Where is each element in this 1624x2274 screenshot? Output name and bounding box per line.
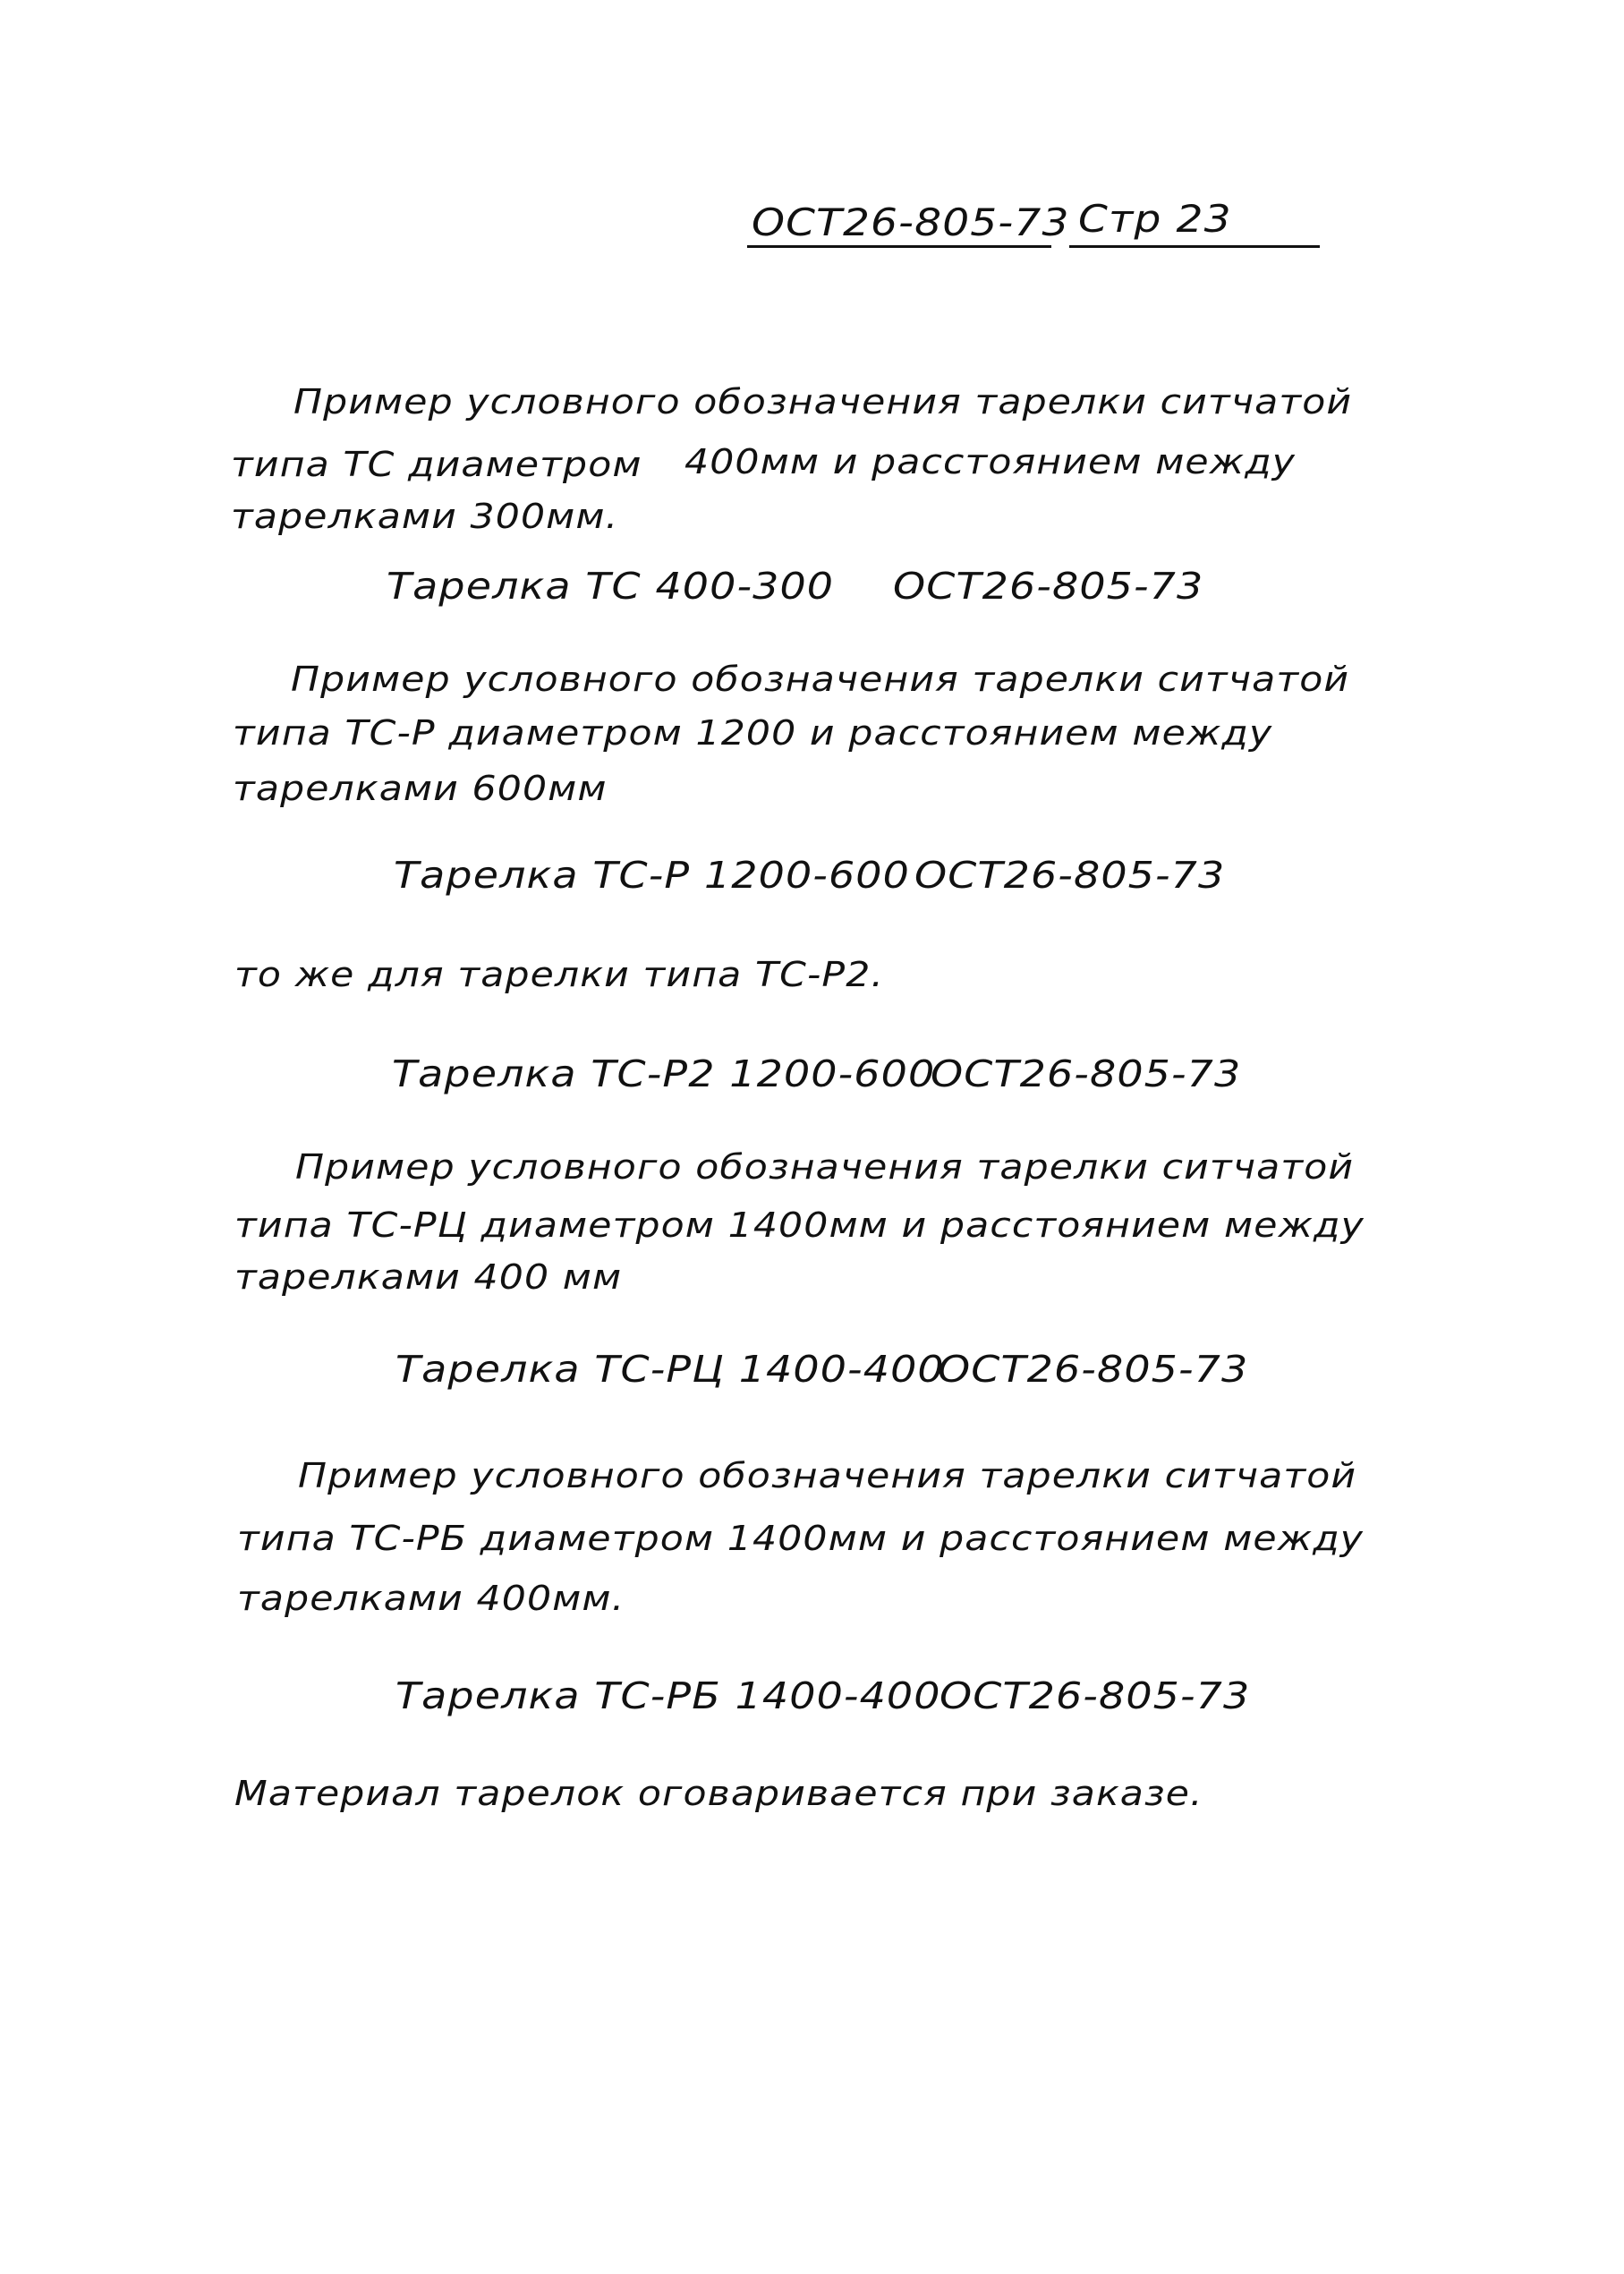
ex5-designation-std: ОСТ26-805-73	[940, 1674, 1251, 1717]
ex5-line1: Пример условного обозначения тарелки ситчатой	[298, 1456, 1357, 1495]
document-code: ОСТ26-805-73	[752, 200, 1070, 244]
ex2-line2: типа ТС-Р диаметром 1200 и расстоянием между	[233, 713, 1273, 753]
ex5-line3: тарелками 400мм.	[237, 1579, 625, 1618]
ex3-line1: то же для тарелки типа ТС-Р2.	[234, 955, 885, 994]
ex1-line2b: 400мм и расстоянием между	[684, 442, 1297, 481]
ex5-line2: типа ТС-РБ диаметром 1400мм и расстоянием между	[237, 1519, 1365, 1558]
ex1-line3: тарелками 300мм.	[231, 497, 619, 536]
ex2-designation-name: Тарелка ТС-Р 1200-600	[394, 854, 910, 897]
ex4-designation-name: Тарелка ТС-РЦ 1400-400	[395, 1348, 945, 1391]
ex3-designation-name: Тарелка ТС-Р2 1200-600	[392, 1052, 936, 1095]
page-number: Стр 23	[1078, 197, 1232, 241]
ex4-line2: типа ТС-РЦ диаметром 1400мм и расстоянием между	[234, 1205, 1365, 1245]
ex4-line3: тарелками 400 мм	[234, 1257, 623, 1297]
ex4-line1: Пример условного обозначения тарелки ситчатой	[295, 1147, 1355, 1187]
header-underline-right	[1069, 245, 1320, 248]
ex1-line1: Пример условного обозначения тарелки ситчатой	[293, 382, 1353, 422]
ex1-designation-name: Тарелка ТС 400-300	[387, 565, 835, 608]
ex2-line3: тарелками 600мм	[233, 769, 608, 808]
ex4-designation-std: ОСТ26-805-73	[938, 1348, 1249, 1391]
ex2-designation-std: ОСТ26-805-73	[914, 854, 1226, 897]
material-note: Материал тарелок оговаривается при заказе.	[234, 1774, 1203, 1813]
ex5-designation-name: Тарелка ТС-РБ 1400-400	[395, 1674, 941, 1717]
header-underline-left	[747, 245, 1051, 248]
ex1-line2a: типа ТС диаметром	[231, 445, 642, 484]
ex1-designation-std: ОСТ26-805-73	[893, 565, 1204, 608]
ex3-designation-std: ОСТ26-805-73	[931, 1052, 1242, 1095]
ex2-line1: Пример условного обозначения тарелки ситчатой	[291, 660, 1350, 699]
